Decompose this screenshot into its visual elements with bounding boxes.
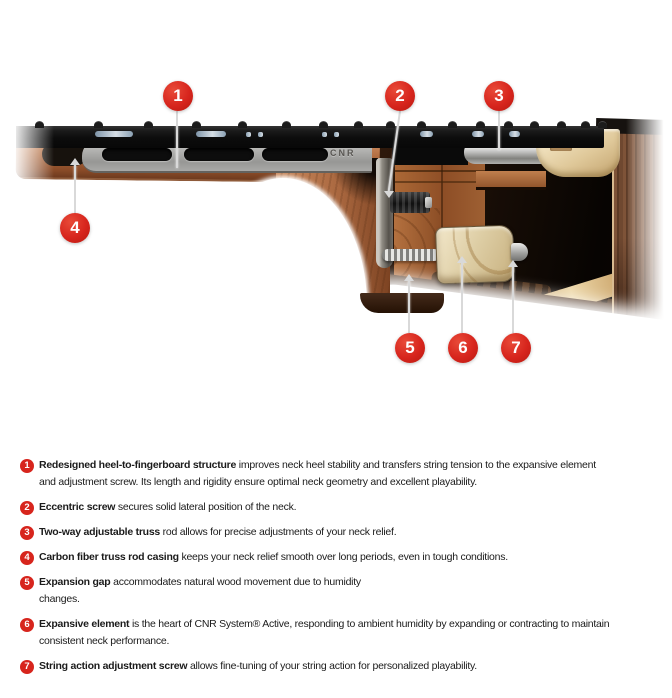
legend-item-4 [20,549,660,566]
legend-description: is the heart of CNR System® Active, responding to ambient humidity by expanding or contracting to maintain [129,618,610,630]
eccentric-screw [390,192,430,213]
fret-bump [144,121,153,128]
fret-bump [94,121,103,128]
callout-marker-5: 5 [395,333,425,363]
leader-line-6 [461,262,463,333]
leader-line-5 [408,280,410,333]
legend-item-6 [20,616,660,650]
leader-line-3 [498,111,500,150]
fret-bump [238,121,247,128]
legend-badge-1: 1 [20,459,34,473]
legend-term: String action adjustment screw [39,660,188,672]
legend-badge-4: 4 [20,551,34,565]
legend-text-7 [39,658,477,675]
callout-marker-2: 2 [385,81,415,111]
legend-badge-2: 2 [20,501,34,515]
leader-arrow-5 [404,274,414,281]
channel-slot [102,148,172,161]
legend-term: Redesigned heel-to-fingerboard structure [39,459,237,471]
legend-description-line2: changes. [39,593,80,605]
side-inlay-marker [420,131,433,137]
legend-text-2 [39,499,296,516]
leader-line-1 [176,111,178,168]
embossed-cnr-label: CNR [330,148,356,158]
heel-cap [360,293,444,313]
legend-description: improves neck heel stability and transfers string tension to the expansive element [236,459,596,471]
channel-slot [184,148,254,161]
side-inlay-dot [246,132,251,137]
leader-arrow-6 [457,256,467,263]
side-inlay-marker [95,131,133,137]
legend-description-line2: and adjustment screw. Its length and rigidity ensure optimal neck geometry and excellent playability. [39,476,477,488]
fret-bump [530,121,539,128]
side-inlay-dot [258,132,263,137]
fret-bump [557,121,566,128]
legend-description-line2: consistent neck performance. [39,635,170,647]
legend-item-5 [20,574,660,608]
legend-description: keeps your neck relief smooth over long periods, even in tough conditions. [178,551,508,563]
legend-term: Two-way adjustable truss [39,526,160,538]
leader-line-7 [512,266,514,333]
side-inlay-dot [322,132,327,137]
legend-badge-5: 5 [20,576,34,590]
side-inlay-marker [472,131,484,137]
side-inlay-dot [334,132,339,137]
fret-bump [192,121,201,128]
legend-term: Expansion gap [39,576,111,588]
callout-marker-7: 7 [501,333,531,363]
right-edge-fade [626,0,672,424]
legend-text-3 [39,524,396,541]
fret-bump [386,121,395,128]
leader-arrow-7 [508,260,518,267]
shelf-wood [476,171,546,190]
leader-line-4 [74,164,76,213]
callout-marker-6: 6 [448,333,478,363]
fret-bump [282,121,291,128]
callout-marker-1: 1 [163,81,193,111]
left-edge-fade [0,0,54,424]
legend-item-2 [20,499,660,516]
heel-curve-cutout [199,178,367,424]
legend-item-1 [20,457,660,491]
legend-text-1 [39,457,596,491]
side-inlay-marker [196,131,226,137]
legend-description: accommodates natural wood movement due to humidity [110,576,361,588]
fret-bump [35,121,44,128]
legend-term: Eccentric screw [39,501,116,513]
fret-bump [581,121,590,128]
legend-item-3 [20,524,660,541]
expansive-element [435,225,515,285]
legend-text-4 [39,549,508,566]
fret-bump [476,121,485,128]
legend-term: Carbon fiber truss rod casing [39,551,179,563]
legend-item-7 [20,658,660,675]
leader-arrow-4 [70,158,80,165]
legend-term: Expansive element [39,618,130,630]
fret-bump [319,121,328,128]
fret-bump [417,121,426,128]
channel-slot [262,148,328,161]
legend-text-5 [39,574,361,608]
callout-marker-3: 3 [484,81,514,111]
legend-description: rod allows for precise adjustments of your neck relief. [160,526,397,538]
fingerboard [16,126,604,148]
callout-marker-4: 4 [60,213,90,243]
legend-text-6 [39,616,609,650]
legend-description: secures solid lateral position of the neck. [115,501,297,513]
fret-bump [354,121,363,128]
legend-description: allows fine-tuning of your string action for personalized playability. [187,660,477,672]
legend-list [0,424,660,675]
legend-badge-3: 3 [20,526,34,540]
fret-bump [448,121,457,128]
fret-bump [598,121,607,128]
legend-badge-7: 7 [20,660,34,674]
legend-badge-6: 6 [20,618,34,632]
adjustment-screw-rod [382,249,440,261]
leader-arrow-2 [384,191,394,198]
fret-bump [504,121,513,128]
side-inlay-marker [509,131,520,137]
